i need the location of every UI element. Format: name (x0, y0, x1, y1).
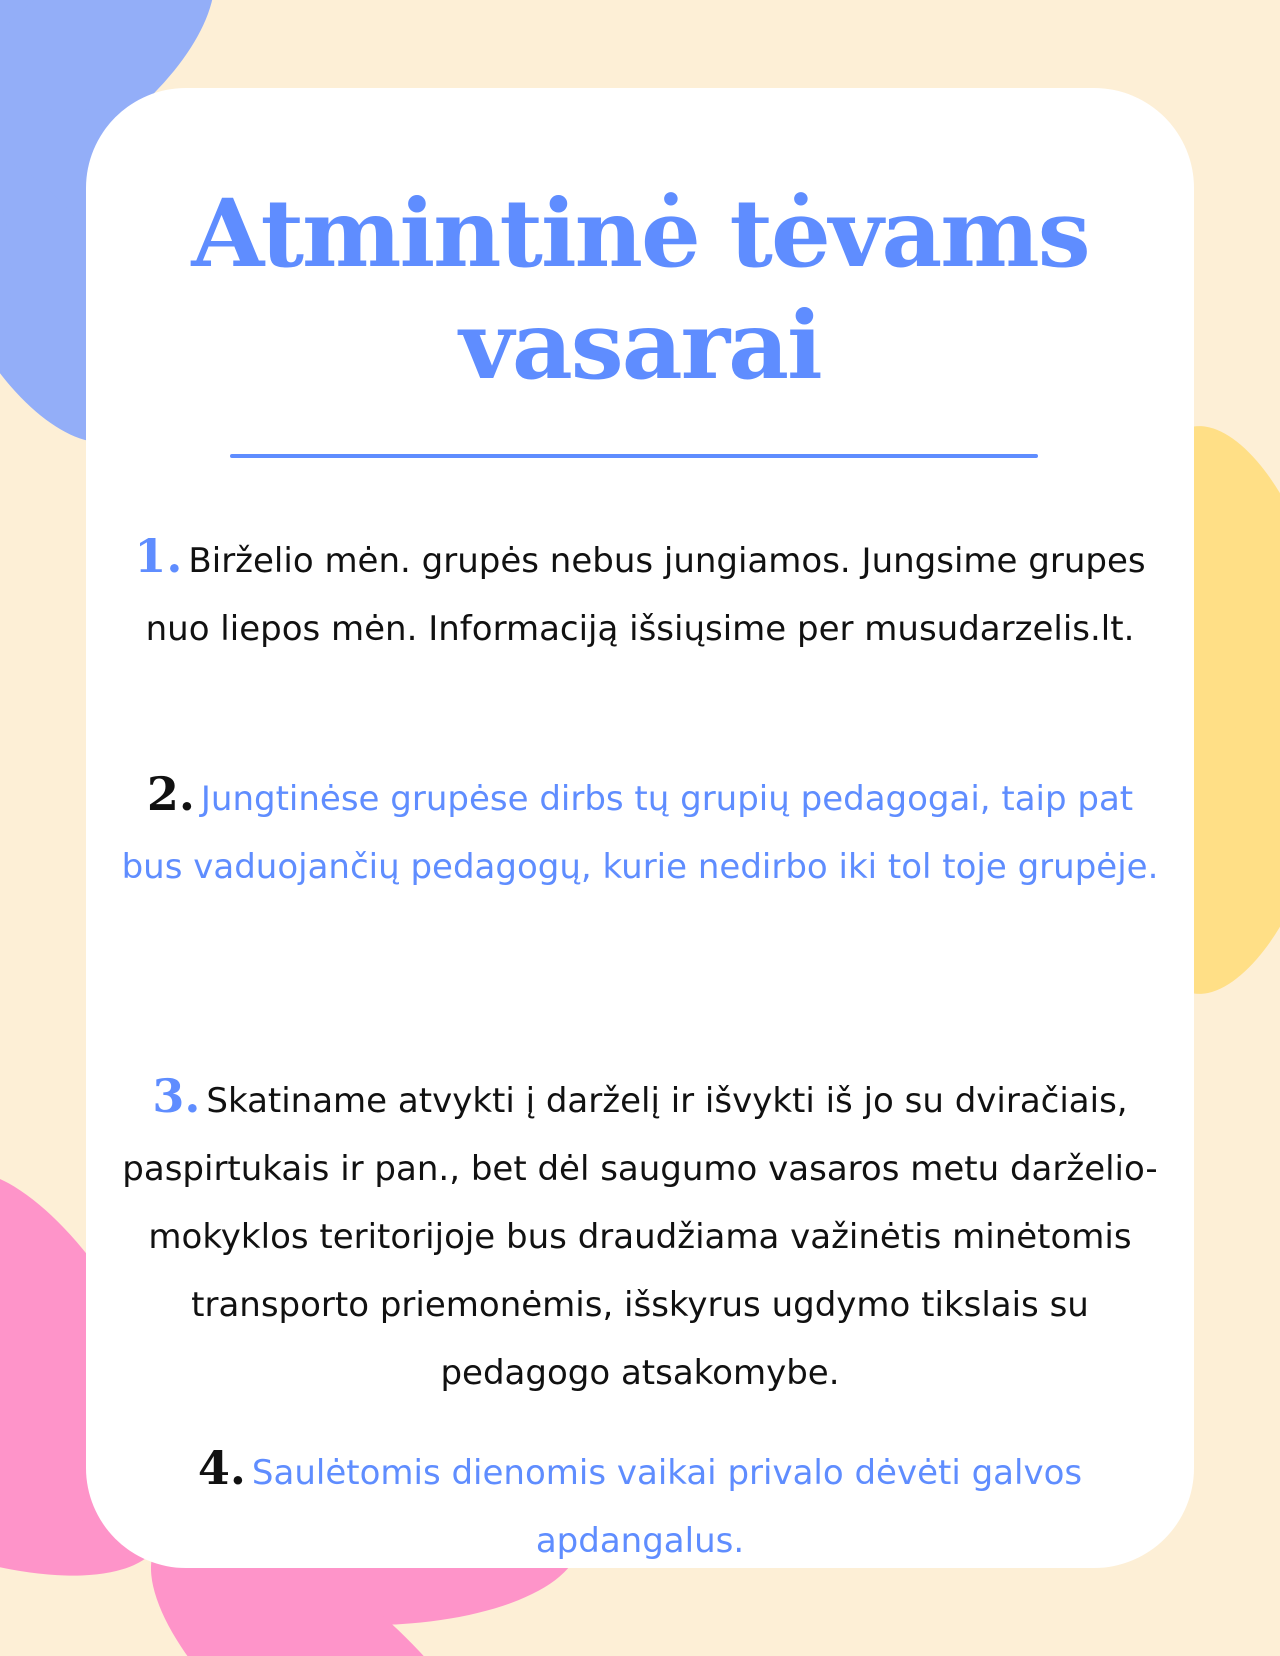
title-divider (230, 454, 1038, 458)
list-item-number: 1. (134, 529, 183, 583)
content-card (86, 88, 1194, 1568)
page-title: Atmintinė tėvams vasarai (191, 179, 1089, 401)
list-item-text: Skatiname atvykti į darželį ir išvykti iš jo su dviračiais, paspirtukais ir pan., bet dėl saugumo vasaros metu darželio-mokyklos teritorijoje bus draudžiama važinėtis minėtomis transporto priemonėmis, išskyrus ugdymo tikslais su pedagogo atsakomybe. (122, 1081, 1158, 1393)
list-item-text: Birželio mėn. grupės nebus jungiamos. Jungsime grupes nuo liepos mėn. Informaciją išsiųsime per musudarzelis.lt. (145, 541, 1146, 649)
list-item (116, 760, 1164, 901)
list-item-number: 3. (152, 1069, 201, 1123)
list-item-text: Saulėtomis dienomis vaikai privalo dėvėti galvos apdangalus. (251, 1453, 1083, 1561)
list-item-number: 2. (146, 767, 195, 821)
list-item-number: 4. (197, 1441, 246, 1495)
list-item (102, 1062, 1178, 1407)
list-item (126, 1434, 1154, 1575)
list-item-text: Jungtinėse grupėse dirbs tų grupių pedagogai, taip pat bus vaduojančių pedagogų, kurie nedirbo iki tol toje grupėje. (121, 779, 1159, 887)
list-item (126, 522, 1154, 663)
